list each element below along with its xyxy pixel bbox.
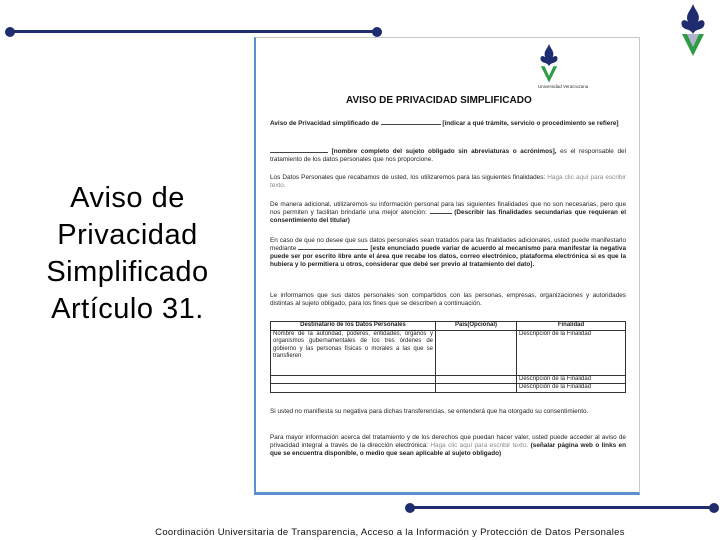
- paragraph-8-hint: Haga clic aquí para escribir texto.: [430, 442, 529, 449]
- paragraph-7-text: Si usted no manifiesta su negativa para dichas transferencias, se entenderá que ha otorgado su consentimiento.: [270, 408, 589, 415]
- table-header-country: País(Opcional): [436, 322, 517, 331]
- privacy-notice-document: [254, 37, 640, 495]
- paragraph-4-instruction: (Describir las finalidades secundarias que requieran el consentimiento del titular): [270, 209, 627, 224]
- table-row: [271, 330, 626, 375]
- paragraph-2-instruction: [nombre completo del sujeto obligado sin abreviaturas o acrónimos],: [331, 148, 557, 155]
- table-cell-purpose: Descripción de la Finalidad: [517, 330, 626, 375]
- paragraph-7: [270, 408, 626, 416]
- slide-title-line-1: Aviso de: [70, 182, 185, 214]
- recipients-table: [270, 321, 626, 393]
- document-title: AVISO DE PRIVACIDAD SIMPLIFICADO: [346, 95, 532, 106]
- university-crest-icon: [676, 4, 710, 63]
- paragraph-3-text: Los Datos Personales que recabamos de usted, los utilizaremos para las siguientes finalidades:: [270, 174, 546, 181]
- slide-title-line-3: Simplificado: [46, 256, 209, 288]
- table-cell-country: [436, 330, 517, 375]
- table-cell-purpose: Descripción de la Finalidad: [517, 375, 626, 384]
- top-rule: [10, 30, 378, 33]
- blank-field: [270, 152, 328, 153]
- bottom-rule-right-dot: [709, 503, 719, 513]
- paragraph-4: [270, 201, 626, 225]
- table-cell-recipient: [271, 384, 436, 393]
- table-row: [271, 384, 626, 393]
- table-header-row: [271, 322, 626, 331]
- paragraph-8-text: Para mayor información acerca del tratamiento y de los derechos que puedan hacer valer, usted puede acceder al aviso de privacidad integral a través de la dirección electrónica:: [270, 434, 626, 449]
- paragraph-6-text: Le informamos que sus datos personales son compartidos con las personas, empresas, organizaciones y autoridades distintas al sujeto obligado, para los fines que se describen a continuación.: [270, 292, 626, 307]
- paragraph-4-text: De manera adicional, utilizaremos su información personal para las siguientes finalidades que no son necesarias, pero que nos permiten y facilitan brindarle una mejor atención:: [270, 201, 626, 216]
- paragraph-5: [270, 237, 626, 269]
- paragraph-1-lead: Aviso de Privacidad simplificado de: [270, 120, 379, 127]
- paragraph-5-text: En caso de que no desee que sus datos personales sean tratados para las finalidades adicionales, usted puede manifestarlo mediante: [270, 237, 626, 252]
- blank-field: [381, 124, 441, 125]
- paragraph-5-instruction: [este enunciado puede variar de acuerdo al mecanismo para manifestar la negativa puede ser por escrito libre ante el área que recabe los datos, correo electrónico, plataforma electrónica si es que la hubiera y lo permitiera u otros, considerar que debé ser previo al tratamiento del dato].: [270, 245, 627, 268]
- table-cell-recipient: [271, 375, 436, 384]
- table-cell-purpose: Descripción de la Finalidad: [517, 384, 626, 393]
- bottom-rule-left-dot: [405, 503, 415, 513]
- paragraph-1: [270, 120, 626, 128]
- blank-field: [298, 249, 368, 250]
- paragraph-6: [270, 292, 626, 308]
- paragraph-8-instruction: (señalar página web o links en que se encuentra disponible, o medio que sean aplicable al sujeto obligado): [270, 442, 627, 457]
- footer-text: Coordinación Universitaria de Transparencia, Acceso a la Información y Protección de Datos Personales: [155, 527, 625, 538]
- table-cell-country: [436, 384, 517, 393]
- document-crest-icon: [536, 44, 562, 89]
- table-cell-recipient: Nombre de la autoridad, poderes, entidades, órganos y organismos gubernamentales de los tres órdenes de gobierno y las personas físicas o morales a las que se transfieren: [271, 330, 436, 375]
- table-header-recipient: Destinatario de los Datos Personales: [271, 322, 436, 331]
- blank-field: [430, 213, 452, 214]
- slide-title-line-2: Privacidad: [57, 219, 198, 251]
- paragraph-1-instruction: [indicar a qué trámite, servicio o procedimiento se refiere]: [442, 120, 619, 127]
- top-rule-right-dot: [372, 27, 382, 37]
- top-rule-left-dot: [5, 27, 15, 37]
- slide-title: [10, 180, 245, 328]
- table-cell-country: [436, 375, 517, 384]
- paragraph-2: [270, 148, 626, 164]
- paragraph-3-hint: Haga clic aquí para escribir texto.: [270, 174, 626, 189]
- table-row: [271, 375, 626, 384]
- bottom-rule: [410, 506, 715, 509]
- slide-title-line-4: Artículo 31.: [51, 293, 204, 325]
- paragraph-8: [270, 434, 626, 458]
- paragraph-3: [270, 174, 626, 190]
- table-header-purpose: Finalidad: [517, 322, 626, 331]
- paragraph-2-text: es el responsable del tratamiento de los datos personales que nos proporcione.: [270, 148, 626, 163]
- document-university-label: Universidad Veracruzana: [538, 84, 589, 89]
